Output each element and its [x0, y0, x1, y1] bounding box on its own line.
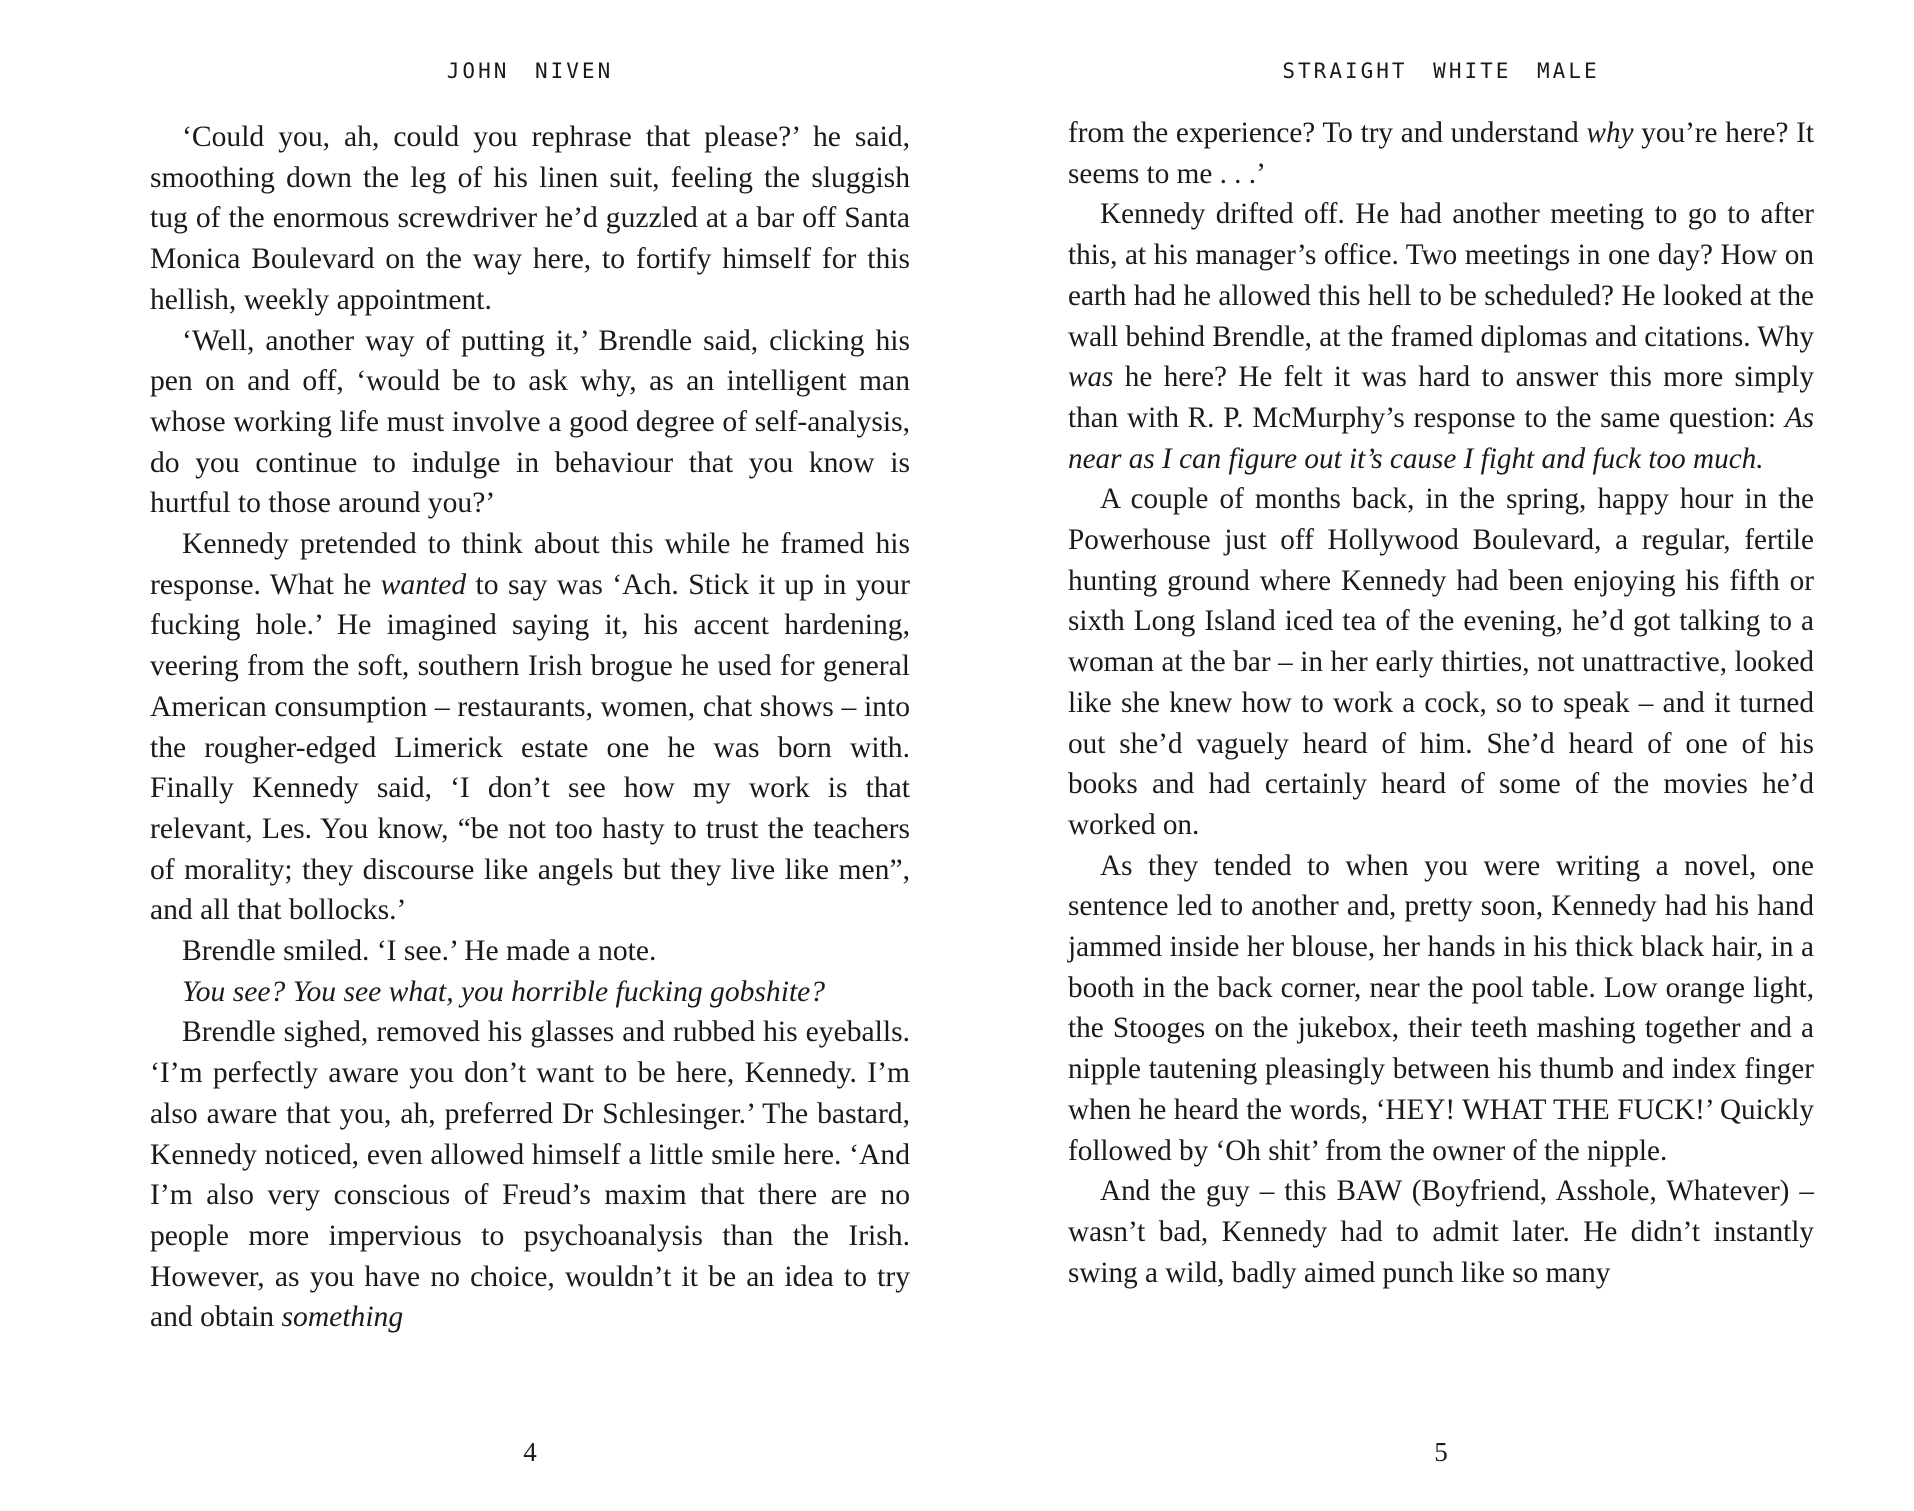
text-run: Brendle sighed, removed his glasses and rubbed his eyeballs. ‘I’m perfectly aware you don’t want to be here, Kennedy. I’m also aware that you, ah, preferred Dr Schlesinger.’ The bastard, Kennedy noticed, even allowed himself a little smile here. ‘And I’m also very conscious of Freud’s maxim that there are no people more impervious to psychoanalysis than the Irish. However, as you have no choice, wouldn’t it be an idea to try and obtain — [150, 1016, 910, 1334]
text-run: Kennedy drifted off. He had another meeting to go to after this, at his manager’s office. Two meetings in one day? How on earth had he allowed this hell to be scheduled? He looked at the wall behind Brendle, at the framed diplomas and citations. Why — [1068, 198, 1814, 353]
paragraph — [150, 931, 910, 972]
text-run: to say was ‘Ach. Stick it up in your fucking hole.’ He imagined saying it, his accent hardening, veering from the soft, southern Irish brogue he used for general American consumption – restaurants, women, chat shows – into the rougher-edged Limerick estate one he was born with. Finally Kennedy said, ‘I don’t see how my work is that relevant, Les. You know, “be not too hasty to trust the teachers of morality; they discourse like angels but they live like men”, and all that bollocks.’ — [150, 568, 910, 927]
text-run: Brendle smiled. ‘I see.’ He made a note. — [182, 935, 657, 968]
left-page — [150, 0, 910, 1511]
italic-text: As near as I can figure out it’s cause I fight and fuck too much. — [1068, 401, 1814, 475]
paragraph — [150, 1012, 910, 1338]
text-run: he here? He felt it was hard to answer this more simply than with R. P. McMurphy’s response to the same question: — [1068, 361, 1814, 434]
italic-text: something — [281, 1301, 404, 1334]
paragraph — [150, 321, 910, 525]
text-run: you’re here? It seems to me . . .’ — [1068, 117, 1814, 190]
paragraph — [150, 524, 910, 931]
paragraph — [1068, 479, 1814, 845]
italic-text: wanted — [380, 568, 467, 601]
text-run: As they tended to when you were writing a novel, one sentence led to another and, pretty soon, Kennedy had his hand jammed inside her blouse, her hands in his thick black hair, in a booth in the back corner, near the pool table. Low orange light, the Stooges on the jukebox, their teeth mashing together and a nipple tautening pleasingly between his thumb and index finger when he heard the words, ‘HEY! WHAT THE FUCK!’ Quickly followed by ‘Oh shit’ from the owner of the nipple. — [1068, 849, 1814, 1167]
text-run: A couple of months back, in the spring, happy hour in the Powerhouse just off Hollywood Boulevard, a regular, fertile hunting ground where Kennedy had been enjoying his fifth or sixth Long Island iced tea of the evening, he’d got talking to a woman at the bar – in her early thirties, not unattractive, looked like she knew how to work a cock, so to speak – and it turned out she’d vaguely heard of him. She’d heard of one of his books and had certainly heard of some of the movies he’d worked on. — [1068, 483, 1814, 841]
paragraph — [1068, 846, 1814, 1172]
paragraph — [150, 117, 910, 321]
text-run: Kennedy pretended to think about this while he framed his response. What he — [150, 528, 910, 601]
italic-text: was — [1068, 361, 1114, 394]
text-run: ‘Could you, ah, could you rephrase that please?’ he said, smoothing down the leg of his linen suit, feeling the sluggish tug of the enormous screwdriver he’d guzzled at a bar off Santa Monica Boulevard on the way here, to fortify himself for this hellish, weekly appointment. — [150, 121, 910, 316]
left-page-text — [150, 117, 910, 1338]
paragraph — [1068, 113, 1814, 194]
right-page — [1068, 0, 1814, 1511]
running-head-title: STRAIGHT WHITE MALE — [1282, 59, 1600, 83]
paragraph — [1068, 194, 1814, 479]
right-page-text — [1068, 113, 1814, 1293]
running-head-author: JOHN NIVEN — [446, 59, 614, 83]
text-run: And the guy – this BAW (Boyfriend, Asshole, Whatever) – wasn’t bad, Kennedy had to admit later. He didn’t instantly swing a wild, badly aimed punch like so many — [1068, 1175, 1814, 1289]
italic-text: You see? You see what, you horrible fucking gobshite? — [182, 975, 826, 1008]
page-number-right: 5 — [1434, 1437, 1448, 1467]
paragraph — [150, 972, 910, 1013]
paragraph — [1068, 1171, 1814, 1293]
text-run: from the experience? To try and understand — [1068, 117, 1587, 149]
page-number-left: 4 — [523, 1437, 537, 1467]
text-run: ‘Well, another way of putting it,’ Brendle said, clicking his pen on and off, ‘would be to ask why, as an intelligent man whose working life must involve a good degree of self-analysis, do you continue to indulge in behaviour that you know is hurtful to those around you?’ — [150, 324, 910, 520]
italic-text: why — [1586, 117, 1634, 149]
